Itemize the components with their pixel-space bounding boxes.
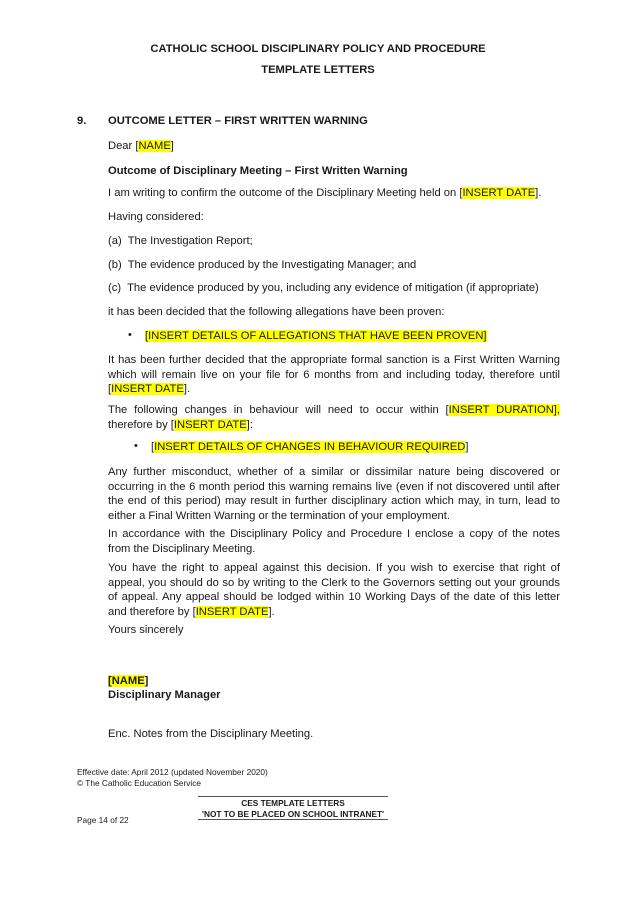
footer-notice-box xyxy=(198,796,388,820)
signature-name xyxy=(108,675,148,687)
page-number: Page 14 of 22 xyxy=(77,815,129,825)
enclose-paragraph: In accordance with the Disciplinary Policy and Procedure I enclose a copy of the notes from the Disciplinary Meeting. xyxy=(108,528,560,555)
appeal-text: You have the right to appeal against this decision. If you wish to exercise that right of appeal, you should do so by writing to the Clerk to the Governors setting out your grounds of appeal. Any appeal should be lodged within 10 Working Days of the date of this letter and therefore by [ xyxy=(108,562,560,618)
name-placeholder: NAME xyxy=(138,140,171,152)
footer-effective-date: Effective date: April 2012 (updated November 2020) xyxy=(77,767,268,777)
intro-paragraph xyxy=(108,187,541,199)
sanction-suffix: ]. xyxy=(183,383,191,396)
changes-suffix: ]: xyxy=(246,418,253,431)
salutation-prefix: Dear [ xyxy=(108,140,139,152)
footer-box-line2: 'NOT TO BE PLACED ON SCHOOL INTRANET' xyxy=(201,808,385,819)
section-number: 9. xyxy=(77,115,87,127)
enclosure-note: Enc. Notes from the Disciplinary Meeting. xyxy=(108,728,314,740)
considered-item-c xyxy=(108,282,539,294)
document-title: CATHOLIC SCHOOL DISCIPLINARY POLICY AND PROCEDURE xyxy=(150,43,486,55)
decided-text: it has been decided that the following allegations have been proven: xyxy=(108,306,445,318)
considered-item-b xyxy=(108,259,416,271)
bullet-icon: • xyxy=(128,329,132,341)
changes-placeholder: INSERT DETAILS OF CHANGES IN BEHAVIOUR REQUIRED xyxy=(154,441,466,453)
appeal-date-placeholder: INSERT DATE xyxy=(195,605,269,618)
footer-copyright: © The Catholic Education Service xyxy=(77,778,202,788)
bullet-icon: • xyxy=(134,440,138,452)
sanction-paragraph xyxy=(108,353,560,397)
considered-label: Having considered: xyxy=(108,211,204,223)
item-label: (a) xyxy=(108,235,122,247)
duration-placeholder: INSERT DURATION], xyxy=(448,404,560,416)
meeting-date-placeholder: INSERT DATE xyxy=(462,187,536,199)
changes-paragraph xyxy=(108,403,560,432)
signature-name-placeholder: [NAME xyxy=(108,675,145,687)
changes-bullet xyxy=(151,441,468,453)
bracket-close: ] xyxy=(144,675,149,687)
item-text: The evidence produced by the Investigating Manager; and xyxy=(127,259,417,271)
bracket-close: ] xyxy=(465,441,469,453)
intro-suffix: ]. xyxy=(535,187,542,199)
salutation xyxy=(108,140,174,152)
sanction-text: It has been further decided that the appropriate formal sanction is a First Written Warning which will remain live on your file for 6 months from and including today, therefore until [ xyxy=(108,354,560,396)
section-title: OUTCOME LETTER – FIRST WRITTEN WARNING xyxy=(108,115,368,127)
appeal-paragraph xyxy=(108,561,560,619)
intro-text: I am writing to confirm the outcome of the Disciplinary Meeting held on [ xyxy=(108,187,463,199)
item-label: (b) xyxy=(108,259,122,271)
misconduct-paragraph: Any further misconduct, whether of a similar or dissimilar nature being discovered or occurring in the 6 month period this warning remains live (even if not discovered until after the end of this period) may result in further disciplinary action which may, in turn, lead to either a Final Written Warning or the termination of your employment. xyxy=(108,466,560,522)
allegations-placeholder: [INSERT DETAILS OF ALLEGATIONS THAT HAVE BEEN PROVEN] xyxy=(145,330,487,342)
document-subtitle: TEMPLATE LETTERS xyxy=(261,64,375,76)
changes-mid: therefore by [ xyxy=(108,418,174,431)
appeal-suffix: ]. xyxy=(268,605,275,618)
signature-role: Disciplinary Manager xyxy=(108,689,221,701)
salutation-suffix: ] xyxy=(170,140,174,152)
considered-item-a xyxy=(108,235,253,247)
item-text: The evidence produced by you, including any evidence of mitigation (if appropriate) xyxy=(127,282,539,294)
changes-date-placeholder: INSERT DATE xyxy=(173,418,247,431)
item-text: The Investigation Report; xyxy=(127,235,253,247)
allegations-bullet xyxy=(145,330,487,342)
closing: Yours sincerely xyxy=(108,624,184,636)
changes-text: The following changes in behaviour will need to occur within [ xyxy=(108,404,449,416)
item-label: (c) xyxy=(108,282,122,294)
sanction-date-placeholder: INSERT DATE xyxy=(111,383,184,396)
letter-subject: Outcome of Disciplinary Meeting – First Written Warning xyxy=(108,165,408,177)
footer-box-line1: CES TEMPLATE LETTERS xyxy=(241,798,345,808)
bracket-open: [ xyxy=(151,441,155,453)
